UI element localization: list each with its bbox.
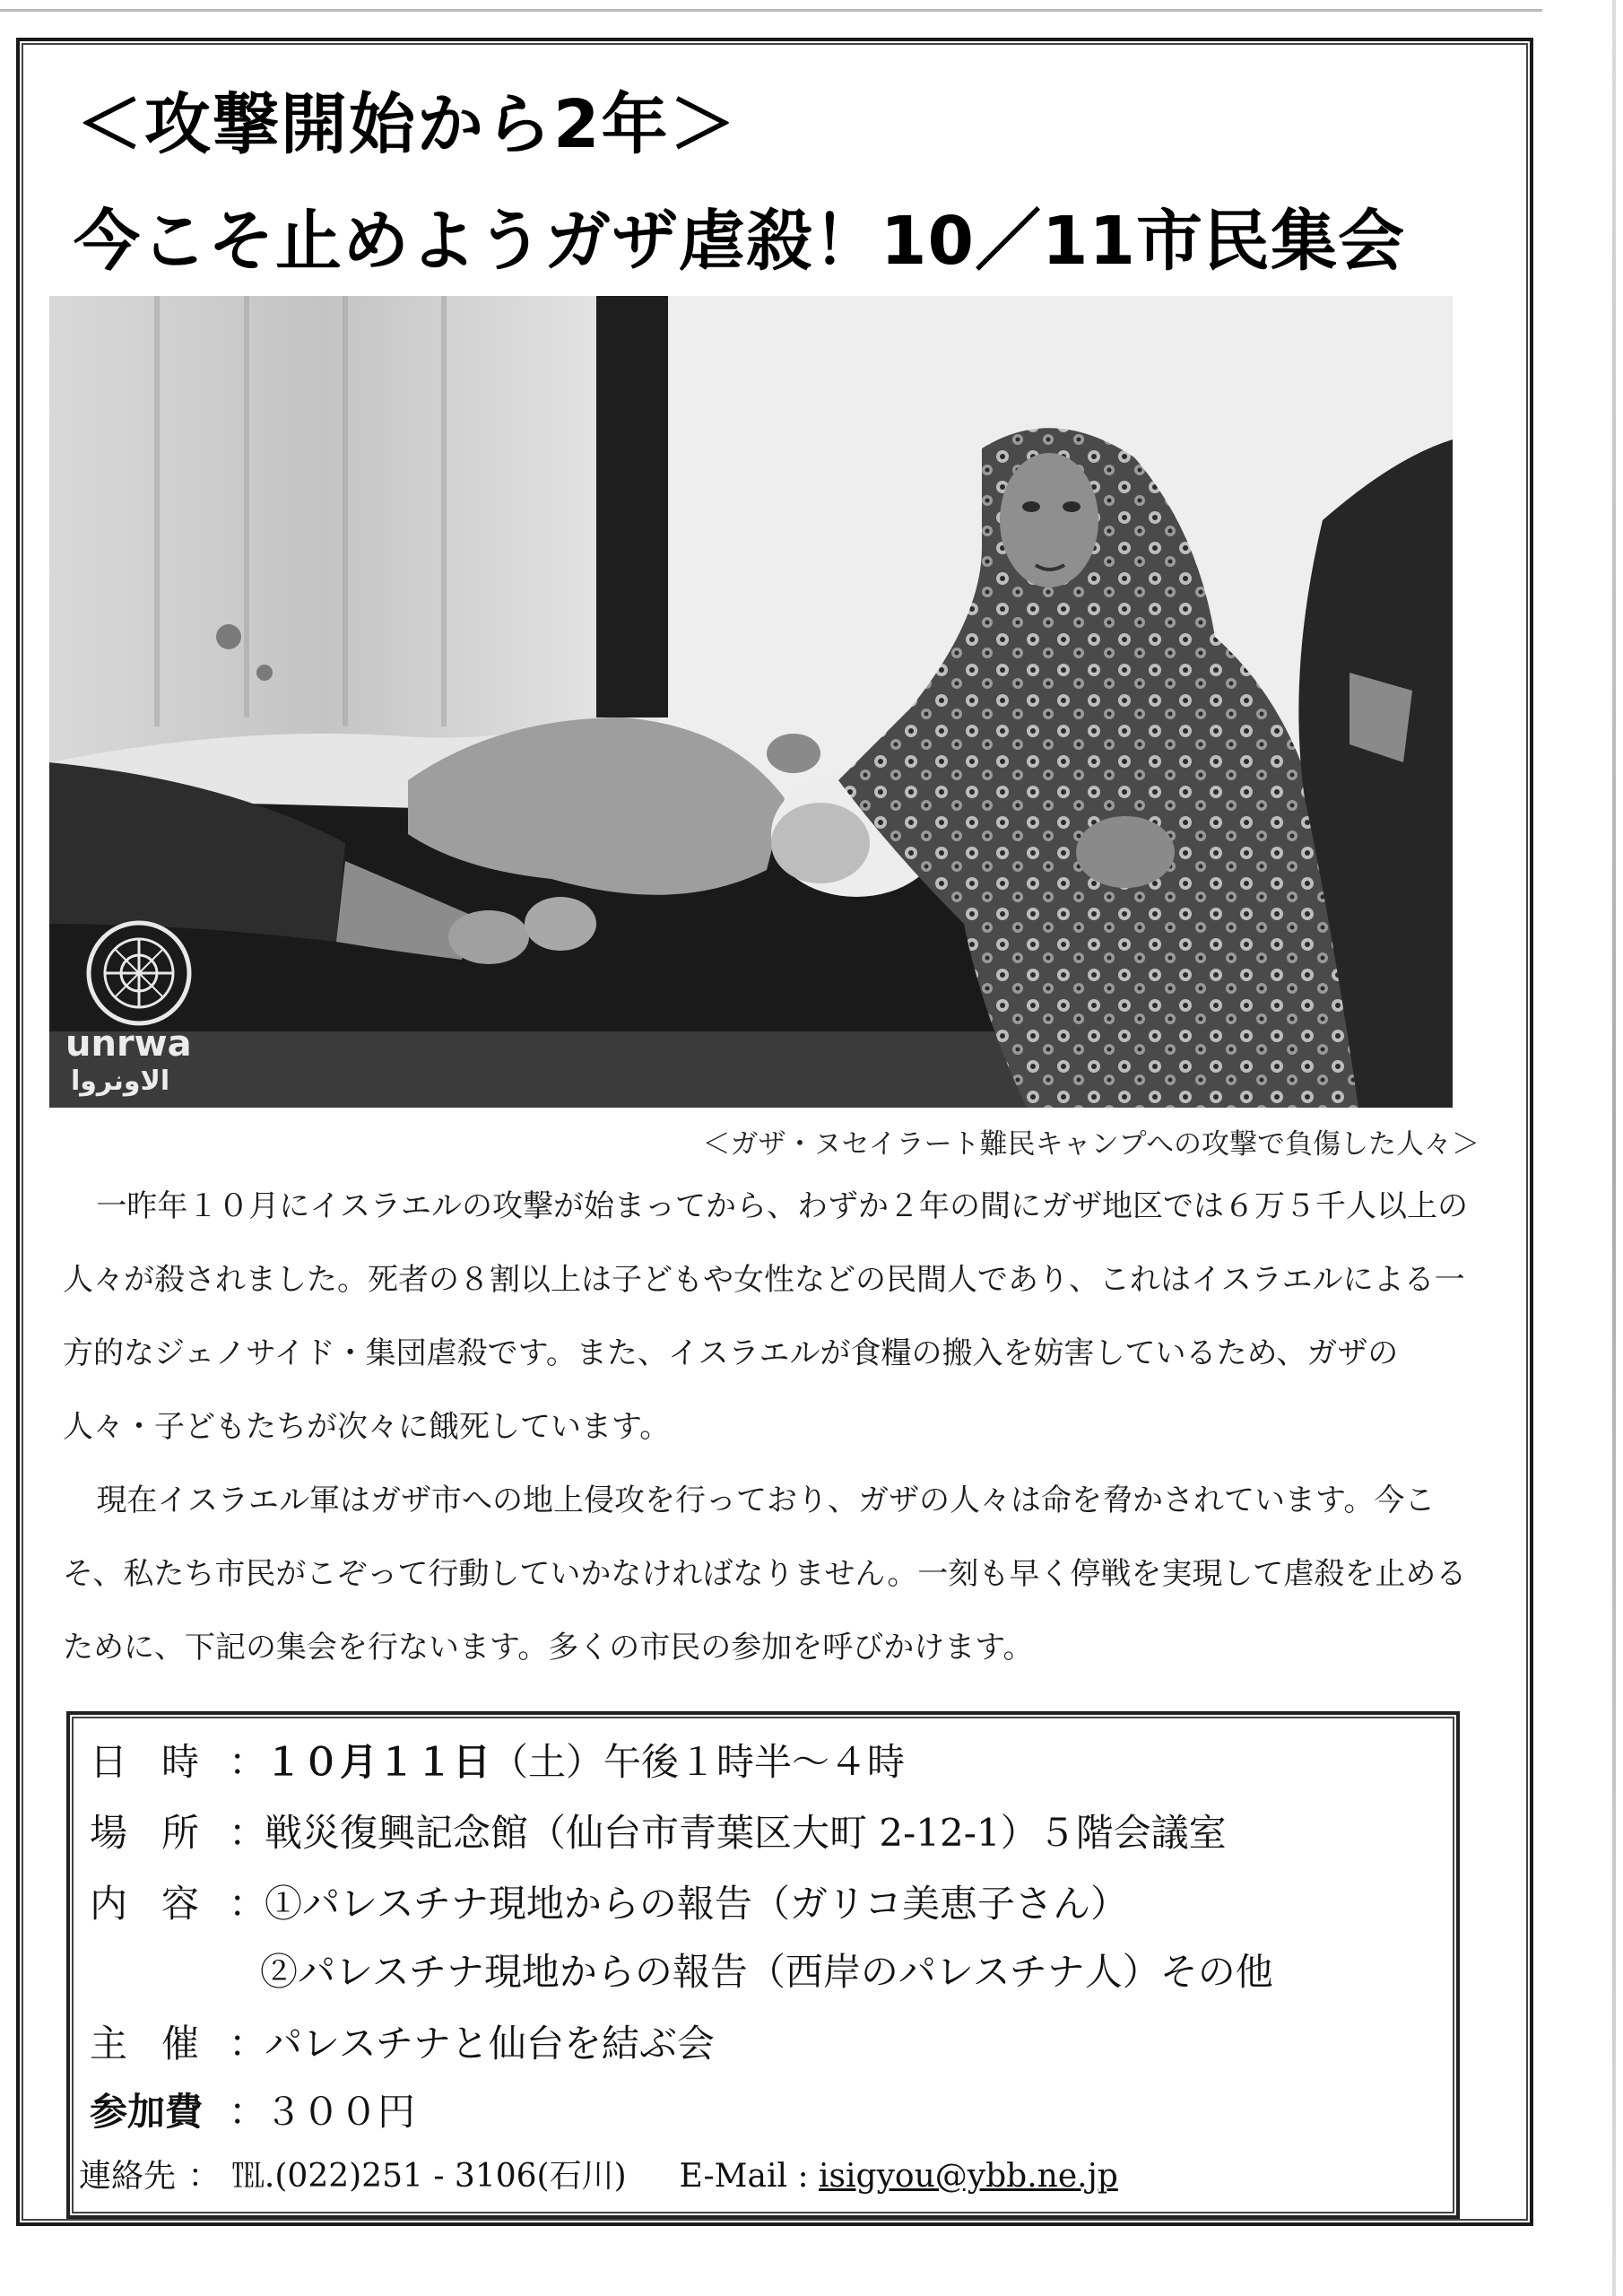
colon: ： — [229, 2022, 267, 2066]
datetime-date: １０月１１日 — [265, 1740, 491, 1784]
place-row — [90, 1804, 1227, 1857]
scan-top-edge — [0, 0, 1542, 12]
contact-phone: ℡.(022)251 - 3106(石川) — [231, 2158, 627, 2195]
contact-email-link[interactable]: isigyou@ybb.ne.jp — [819, 2158, 1118, 2195]
organizer-value: パレスチナと仙台を結ぶ会 — [265, 2022, 715, 2066]
datetime-time: （土）午後１時半～４時 — [490, 1740, 906, 1784]
flyer-subtitle: ＜攻撃開始から2年＞ — [76, 86, 738, 163]
colon: ： — [229, 2090, 267, 2134]
organizer-row — [90, 2014, 715, 2068]
gaza-photo — [49, 296, 1453, 1108]
contact-label: 連絡先 — [79, 2158, 177, 2195]
unrwa-logo-text: unrwa — [65, 1023, 192, 1065]
unrwa-logo-arabic: الاونروا — [71, 1065, 170, 1097]
scan-right-edge — [1612, 0, 1616, 2296]
contact-email-label: E-Mail : — [679, 2158, 809, 2195]
organizer-label: 主催 — [90, 2022, 234, 2066]
fee-row — [90, 2083, 415, 2136]
datetime-row — [90, 1733, 905, 1787]
contact-row — [79, 2151, 1118, 2196]
place-value: 戦災復興記念館（仙台市青葉区大町 2-12-1）５階会議室 — [265, 1811, 1227, 1855]
colon: ： — [187, 2158, 221, 2195]
content-label: 内容 — [90, 1882, 234, 1926]
colon: ： — [229, 1740, 267, 1784]
datetime-label: 日時 — [90, 1740, 234, 1784]
un-emblem-icon — [89, 923, 189, 1023]
fee-label: 参加費 — [90, 2090, 204, 2134]
colon: ： — [229, 1882, 267, 1926]
photo-caption: ＜ガザ・ヌセイラート難民キャンプへの攻撃で負傷した人々＞ — [702, 1128, 1480, 1161]
content-row — [90, 1874, 1128, 1928]
body-text — [63, 1170, 1480, 1684]
content-row-2 — [260, 1943, 1273, 1996]
paragraph: 現在イスラエル軍はガザ市への地上侵攻を行っており、ガザの人々は命を脅かされています。今こそ、私たち市民がこぞって行動していかなければなりません。一刻も早く停戦を実現して虐殺を止めるために、下記の集会を行ないます。多くの市民の参加を呼びかけます。 — [63, 1483, 1467, 1665]
content-item-2: ②パレスチナ現地からの報告（西岸のパレスチナ人）その他 — [260, 1950, 1273, 1994]
colon: ： — [229, 1811, 267, 1855]
content-item-1: ①パレスチナ現地からの報告（ガリコ美恵子さん） — [265, 1882, 1129, 1926]
flyer-title: 今こそ止めようガザ虐殺！10／11市民集会 — [74, 203, 1405, 280]
fee-value: ３００円 — [265, 2090, 416, 2134]
paragraph: 一昨年１０月にイスラエルの攻撃が始まってから、わずか２年の間にガザ地区では６万５千人以上の人々が殺されました。死者の８割以上は子どもや女性などの民間人であり、これはイスラエルによる一方的なジェノサイド・集団虐殺です。また、イスラエルが食糧の搬入を妨害しているため、ガザの人々・子どもたちが次々に餓死しています。 — [63, 1188, 1469, 1445]
place-label: 場所 — [90, 1811, 234, 1855]
